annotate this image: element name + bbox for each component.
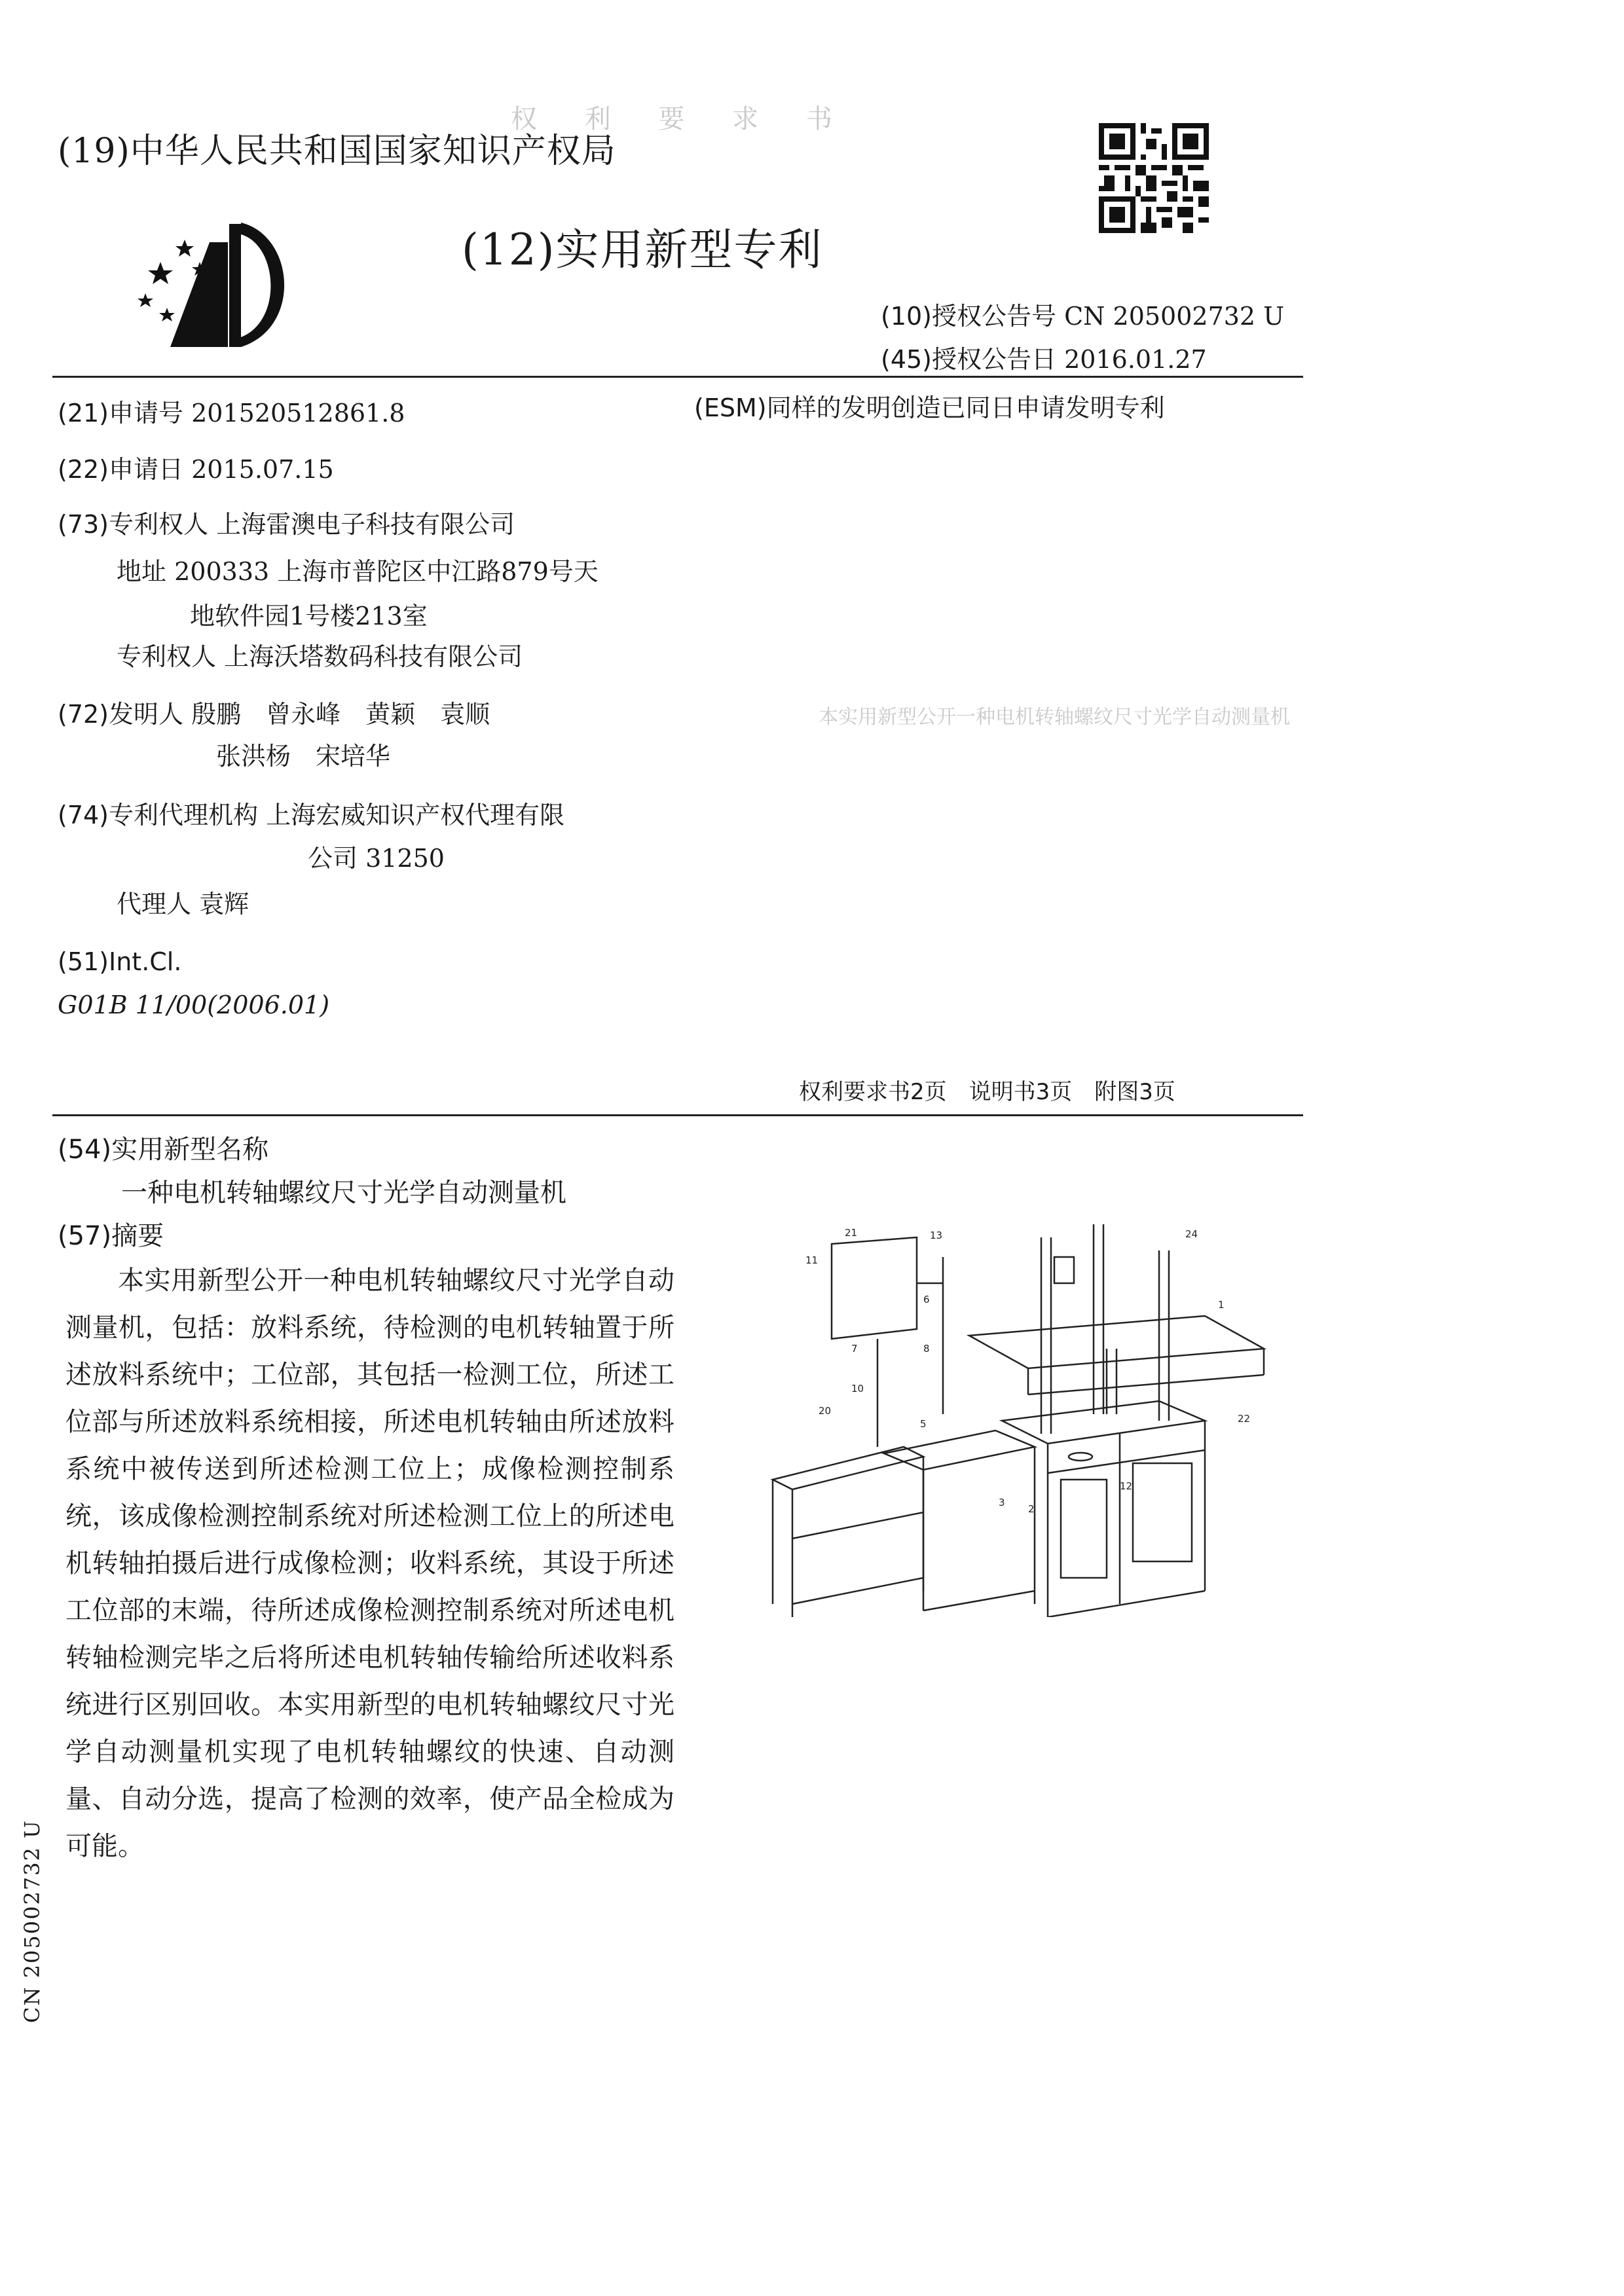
- publication-date-label: (45)授权公告日: [881, 345, 1057, 374]
- utility-model-name-label: (54)实用新型名称: [58, 1135, 269, 1165]
- bleed-through-line: 本实用新型公开一种电机转轴螺纹尺寸光学自动测量机: [819, 706, 1290, 729]
- fig-label-1: 1: [1218, 1299, 1225, 1311]
- fig-label-20: 20: [819, 1405, 832, 1417]
- fig-label-6: 6: [923, 1294, 930, 1305]
- cnipa-logo: [131, 216, 295, 354]
- address-label: 地址: [117, 557, 167, 586]
- issuing-office: (19)中华人民共和国国家知识产权局: [58, 132, 616, 171]
- page-count-info: 权利要求书2页 说明书3页 附图3页: [799, 1079, 1175, 1105]
- fig-label-7: 7: [851, 1343, 858, 1355]
- machine-drawing: [753, 1198, 1297, 1617]
- application-number: [58, 398, 405, 428]
- application-number-label: (21)申请号: [58, 399, 184, 428]
- agent: [117, 889, 249, 919]
- publication-number: [881, 296, 1284, 332]
- vertical-publication-id: CN 205002732 U: [20, 1819, 45, 2023]
- int-cl-value: G01B 11/00(2006.01): [58, 991, 330, 1019]
- agency: [58, 800, 564, 830]
- fig-label-11: 11: [805, 1254, 819, 1266]
- application-date-label: (22)申请日: [58, 455, 184, 484]
- fig-label-8: 8: [923, 1343, 930, 1355]
- inventors-line2: 张洪杨 宋培华: [216, 742, 391, 771]
- esm-note: (ESM)同样的发明创造已同日申请发明专利: [694, 393, 1165, 422]
- header-rule: [52, 376, 1303, 378]
- address-line2: 地软件园1号楼213室: [190, 602, 428, 630]
- patentee-2-label: 专利权人: [117, 642, 217, 671]
- patentee: [58, 509, 515, 539]
- fig-label-3: 3: [999, 1497, 1005, 1508]
- fig-label-24: 24: [1185, 1228, 1198, 1240]
- application-date-value: 2015.07.15: [191, 455, 334, 484]
- address: [117, 556, 599, 587]
- fig-label-2: 2: [1028, 1503, 1035, 1515]
- fig-label-22: 22: [1238, 1413, 1251, 1425]
- patentee-value: 上海雷澳电子科技有限公司: [216, 510, 515, 539]
- qr-code: [1099, 123, 1209, 233]
- inventors: [58, 699, 490, 729]
- patentee-2-value: 上海沃塔数码科技有限公司: [224, 642, 523, 671]
- agency-line1: 上海宏威知识产权代理有限: [266, 801, 565, 829]
- patentee-label: (73)专利权人: [58, 510, 209, 539]
- agent-value: 袁辉: [199, 890, 249, 919]
- abstract-label: (57)摘要: [58, 1221, 164, 1251]
- fig-label-21: 21: [845, 1227, 858, 1239]
- patentee-2: [117, 642, 523, 672]
- utility-model-title: 一种电机转轴螺纹尺寸光学自动测量机: [121, 1178, 566, 1208]
- publication-date-value: 2016.01.27: [1064, 345, 1207, 374]
- int-cl-label: (51)Int.Cl.: [58, 947, 182, 976]
- inventors-line1: 殷鹏 曾永峰 黄颖 袁顺: [191, 700, 490, 729]
- section-rule: [52, 1114, 1303, 1116]
- publication-number-label: (10)授权公告号: [881, 302, 1057, 331]
- agency-label: (74)专利代理机构: [58, 801, 259, 829]
- fig-label-5: 5: [920, 1418, 927, 1430]
- inventors-label: (72)发明人: [58, 700, 184, 729]
- abstract-text: 本实用新型公开一种电机转轴螺纹尺寸光学自动测量机，包括：放料系统，待检测的电机转轴置于所述放料系统中；工位部，其包括一检测工位，所述工位部与所述放料系统相接，所述电机转轴由所述放料系统中被传送到所述检测工位上；成像检测控制系统，该成像检测控制系统对所述检测工位上的所述电机转轴拍摄后进行成像检测；收料系统，其设于所述工位部的末端，待所述成像检测控制系统对所述电机转轴检测完毕之后将所述电机转轴传输给所述收料系统进行区别回收。本实用新型的电机转轴螺纹尺寸光学自动测量机实现了电机转轴螺纹的快速、自动测量、自动分选，提高了检测的效率，使产品全检成为可能。: [65, 1266, 674, 1861]
- document-type: (12)实用新型专利: [462, 225, 823, 275]
- agency-line2: 公司 31250: [308, 844, 445, 873]
- application-number-value: 201520512861.8: [191, 399, 405, 428]
- bleed-through-heading: 权 利 要 求 书: [511, 104, 852, 134]
- publication-date: [881, 339, 1207, 375]
- fig-label-10: 10: [851, 1383, 864, 1394]
- agent-label: 代理人: [117, 890, 192, 919]
- fig-label-13: 13: [930, 1230, 943, 1241]
- application-date: [58, 454, 334, 484]
- publication-number-value: CN 205002732 U: [1064, 302, 1285, 331]
- address-line1: 200333 上海市普陀区中江路879号天: [174, 557, 599, 586]
- fig-label-12: 12: [1120, 1480, 1133, 1492]
